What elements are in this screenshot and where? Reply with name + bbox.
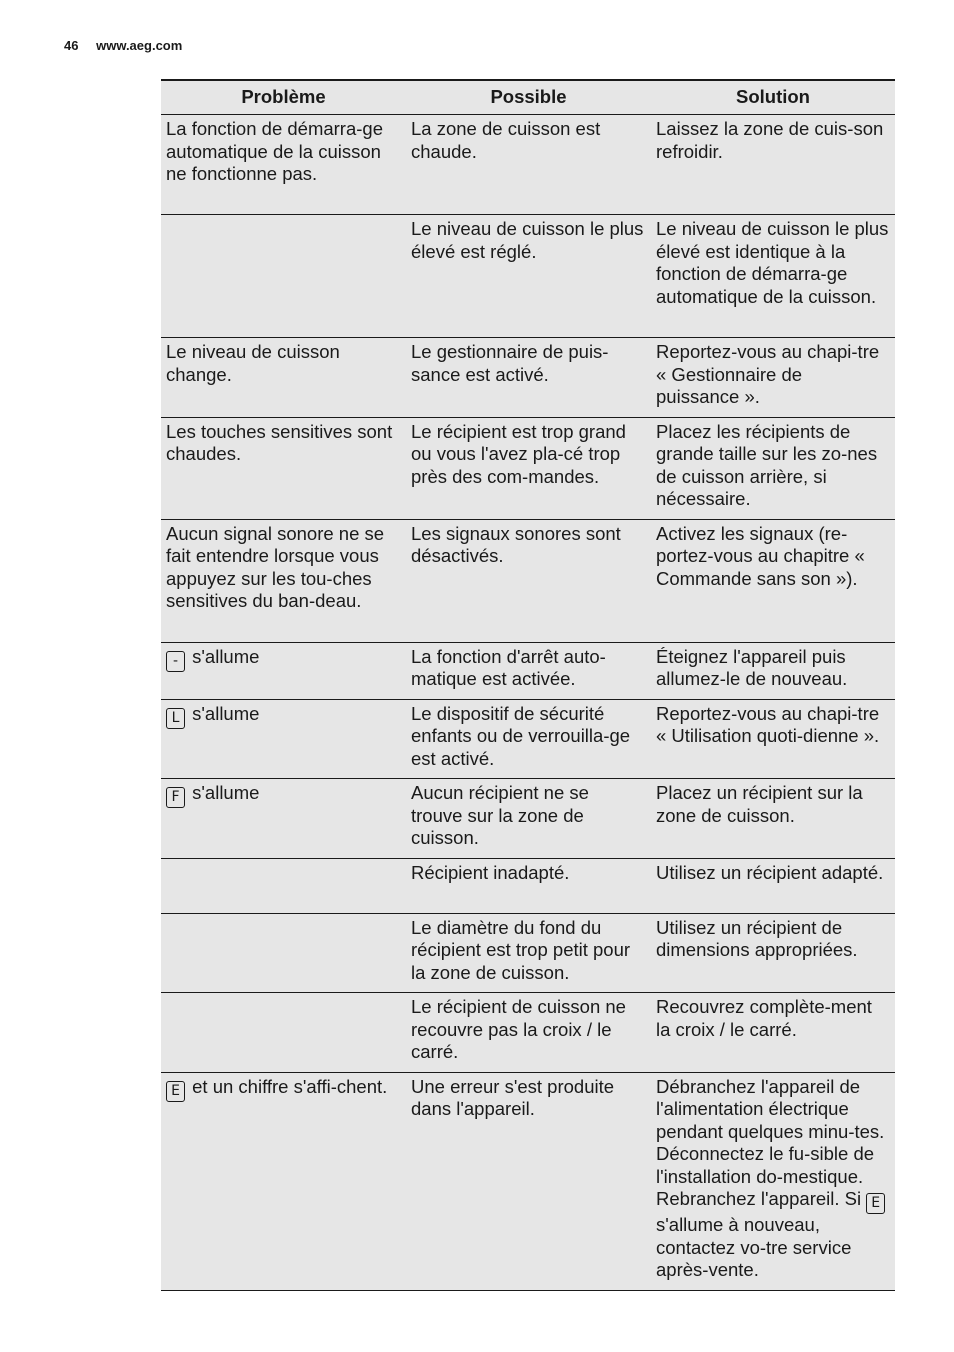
problem-text: et un chiffre s'affi-chent. — [192, 1075, 388, 1097]
solution-text-before: Débranchez l'appareil de l'alimentation électrique pendant quelques minu-tes. Déconnectez le fu-sible de l'installation do-mestique. Rebranchez l'appareil. Si — [656, 1075, 885, 1209]
dash-symbol-icon: - — [166, 651, 185, 672]
error-symbol-icon: E — [866, 1193, 885, 1214]
table-row — [161, 913, 895, 993]
problem-text: s'allume — [192, 782, 260, 803]
solution-cell: Utilisez un récipient de dimensions appropriées. — [651, 913, 895, 993]
problem-cell: Le niveau de cuisson change. — [161, 338, 406, 418]
solution-cell: Le niveau de cuisson le plus élevé est identique à la fonction de démarra-ge automatique de la cuisson. — [651, 215, 895, 338]
solution-cell — [651, 1072, 895, 1290]
troubleshooting-table — [161, 79, 895, 1291]
problem-cell: Les touches sensitives sont chaudes. — [161, 417, 406, 519]
cause-cell: Le niveau de cuisson le plus élevé est réglé. — [406, 215, 651, 338]
cause-cell: Les signaux sonores sont désactivés. — [406, 519, 651, 642]
table-row — [161, 338, 895, 418]
solution-text-after: s'allume à nouveau, contactez vo-tre service après-vente. — [656, 1214, 852, 1280]
problem-text: s'allume — [192, 702, 260, 724]
table-row — [161, 115, 895, 215]
table-row — [161, 699, 895, 779]
problem-cell — [161, 779, 406, 859]
problem-cell — [161, 858, 406, 913]
problem-cell — [161, 913, 406, 993]
problem-cell: La fonction de démarra-ge automatique de la cuisson ne fonctionne pas. — [161, 115, 406, 215]
problem-text: s'allume — [192, 645, 260, 667]
table-row — [161, 215, 895, 338]
solution-cell: Placez les récipients de grande taille sur les zo-nes de cuisson arrière, si nécessaire. — [651, 417, 895, 519]
solution-cell: Reportez-vous au chapi-tre « Gestionnaire de puissance ». — [651, 338, 895, 418]
cause-cell: Une erreur s'est produite dans l'appareil. — [406, 1072, 651, 1290]
solution-cell: Recouvrez complète-ment la croix / le carré. — [651, 993, 895, 1073]
column-header-problem: Problème — [161, 80, 406, 115]
problem-cell — [161, 1072, 406, 1290]
page-number: 46 — [64, 38, 79, 53]
table-row — [161, 1072, 895, 1290]
cause-cell: Le récipient est trop grand ou vous l'avez pla-cé trop près des com-mandes. — [406, 417, 651, 519]
cause-cell: Récipient inadapté. — [406, 858, 651, 913]
cause-cell: Aucun récipient ne se trouve sur la zone de cuisson. — [406, 779, 651, 859]
solution-cell: Laissez la zone de cuis-son refroidir. — [651, 115, 895, 215]
cause-cell: Le récipient de cuisson ne recouvre pas la croix / le carré. — [406, 993, 651, 1073]
cause-cell: Le gestionnaire de puis-sance est activé. — [406, 338, 651, 418]
column-header-cause: Possible — [406, 80, 651, 115]
solution-cell: Utilisez un récipient adapté. — [651, 858, 895, 913]
cause-cell: La zone de cuisson est chaude. — [406, 115, 651, 215]
column-header-solution: Solution — [651, 80, 895, 115]
solution-cell: Placez un récipient sur la zone de cuisson. — [651, 779, 895, 859]
cause-cell: Le dispositif de sécurité enfants ou de verrouilla-ge est activé. — [406, 699, 651, 779]
error-symbol-icon: E — [166, 1081, 185, 1102]
problem-cell — [161, 993, 406, 1073]
cause-cell: La fonction d'arrêt auto-matique est activée. — [406, 642, 651, 699]
f-symbol-icon: F — [166, 787, 185, 808]
table-header-row — [161, 80, 895, 115]
problem-cell — [161, 699, 406, 779]
solution-cell: Éteignez l'appareil puis allumez-le de nouveau. — [651, 642, 895, 699]
table-row — [161, 993, 895, 1073]
problem-cell — [161, 642, 406, 699]
website-url: www.aeg.com — [96, 38, 183, 53]
cause-cell: Le diamètre du fond du récipient est trop petit pour la zone de cuisson. — [406, 913, 651, 993]
table-row — [161, 417, 895, 519]
table-row — [161, 642, 895, 699]
problem-cell — [161, 215, 406, 338]
solution-cell: Activez les signaux (re-portez-vous au chapitre « Commande sans son »). — [651, 519, 895, 642]
table-row — [161, 779, 895, 859]
page-header — [64, 38, 182, 53]
solution-cell: Reportez-vous au chapi-tre « Utilisation quoti-dienne ». — [651, 699, 895, 779]
lock-symbol-icon: L — [166, 708, 185, 729]
problem-cell: Aucun signal sonore ne se fait entendre lorsque vous appuyez sur les tou-ches sensitives du ban-deau. — [161, 519, 406, 642]
table-row — [161, 519, 895, 642]
table-row — [161, 858, 895, 913]
